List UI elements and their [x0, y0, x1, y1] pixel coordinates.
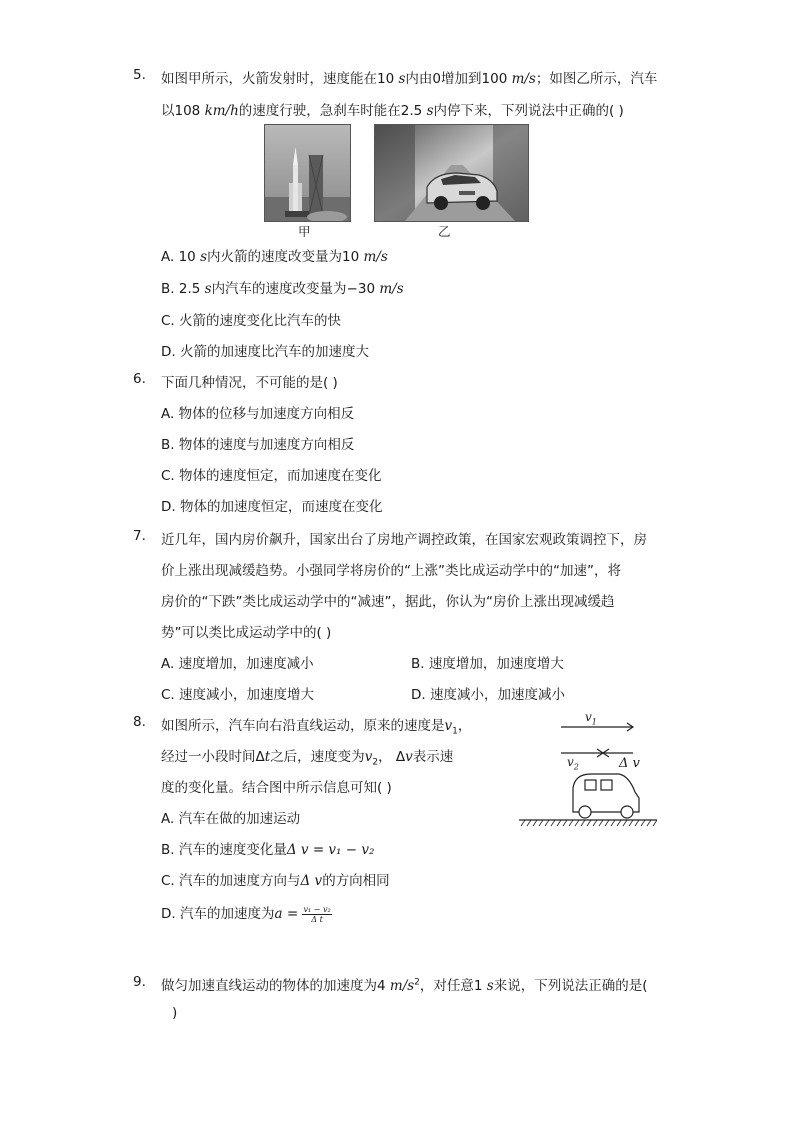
q5-option-d: D. 火箭的加速度比汽车的加速度大 [161, 344, 369, 360]
q7-number: 7. [133, 528, 146, 544]
q8-option-a: A. 汽车在做的加速运动 [161, 811, 301, 827]
q7-stem-line2: 价上涨出现减缓趋势。小强同学将房价的“上涨”类比成运动学中的“加速”，将 [161, 563, 621, 579]
caption-yi: 乙 [438, 224, 451, 239]
q7-option-b: B. 速度增加，加速度增大 [411, 656, 564, 672]
q5-option-a: A. 10 s内火箭的速度改变量为10 m/s [161, 249, 388, 265]
q8-number: 8. [133, 714, 146, 730]
q9-number: 9. [133, 974, 146, 990]
q5-number: 5. [133, 67, 146, 83]
q6-stem: 下面几种情况，不可能的是( ) [161, 375, 338, 391]
caption-jia: 甲 [298, 224, 311, 239]
q8-stem-line1: 如图所示，汽车向右沿直线运动，原来的速度是$v_1$， [161, 718, 472, 737]
q6-option-c: C. 物体的速度恒定，而加速度在变化 [161, 468, 382, 484]
q8-velocity-diagram [515, 708, 660, 828]
q8-option-b: B. 汽车的速度变化量Δ v = v₁ − v₂ [161, 842, 375, 858]
q7-option-d: D. 速度减小，加速度减小 [411, 687, 565, 703]
q7-option-a: A. 速度增加，加速度减小 [161, 656, 314, 672]
q7-stem-line1: 近几年，国内房价飙升，国家出台了房地产调控政策，在国家宏观政策调控下，房 [161, 532, 647, 548]
q5-stem-line1: 如图甲所示，火箭发射时，速度能在10 s内由0增加到100 m/s；如图乙所示，汽车 [161, 71, 658, 87]
q8-option-d: D. 汽车的加速度为a = $\frac{\text{v₁ − v₂}}{\text{Δ t}}$ [161, 904, 331, 924]
q8-stem-line3: 度的变化量。结合图中所示信息可知( ) [161, 780, 392, 796]
q9-stem-line2: ) [172, 1005, 178, 1021]
q7-stem-line4: 势”可以类比成运动学中的( ) [161, 625, 332, 641]
q7-stem-line3: 房价的“下跌”类比成运动学中的“减速”，据此，你认为“房价上涨出现减缓趋 [161, 594, 615, 610]
fig-v2-label: $v_2$ [567, 755, 579, 772]
q8-stem-line2: 经过一小段时间Δt之后，速度变为$v_2$， Δv表示速 [161, 749, 454, 768]
q8-option-c: C. 汽车的加速度方向与Δ v的方向相同 [161, 873, 390, 889]
q6-option-a: A. 物体的位移与加速度方向相反 [161, 406, 355, 422]
q6-option-d: D. 物体的加速度恒定，而速度在变化 [161, 499, 383, 515]
q6-number: 6. [133, 371, 146, 387]
q5-option-c: C. 火箭的速度变化比汽车的快 [161, 313, 342, 329]
q5-stem-line2: 以108 km/h的速度行驶，急刹车时能在2.5 s内停下来，下列说法中正确的( ) [161, 103, 624, 119]
fig-v1-label: $v_1$ [585, 710, 597, 727]
q7-option-c: C. 速度减小，加速度增大 [161, 687, 315, 703]
q5-option-b: B. 2.5 s内汽车的速度改变量为−30 m/s [161, 281, 404, 297]
q6-option-b: B. 物体的速度与加速度方向相反 [161, 437, 355, 453]
acceleration-fraction: $\frac{\text{v₁ − v₂}}{\text{Δ t}}$ [303, 904, 331, 924]
rocket-photo [264, 124, 351, 222]
q9-stem-line1: 做匀加速直线运动的物体的加速度为4 $m/s^2$，对任意1 s来说，下列说法正确的是( [161, 977, 648, 994]
car-photo [374, 124, 529, 222]
fig-delta-v-label: Δ v [619, 756, 640, 771]
